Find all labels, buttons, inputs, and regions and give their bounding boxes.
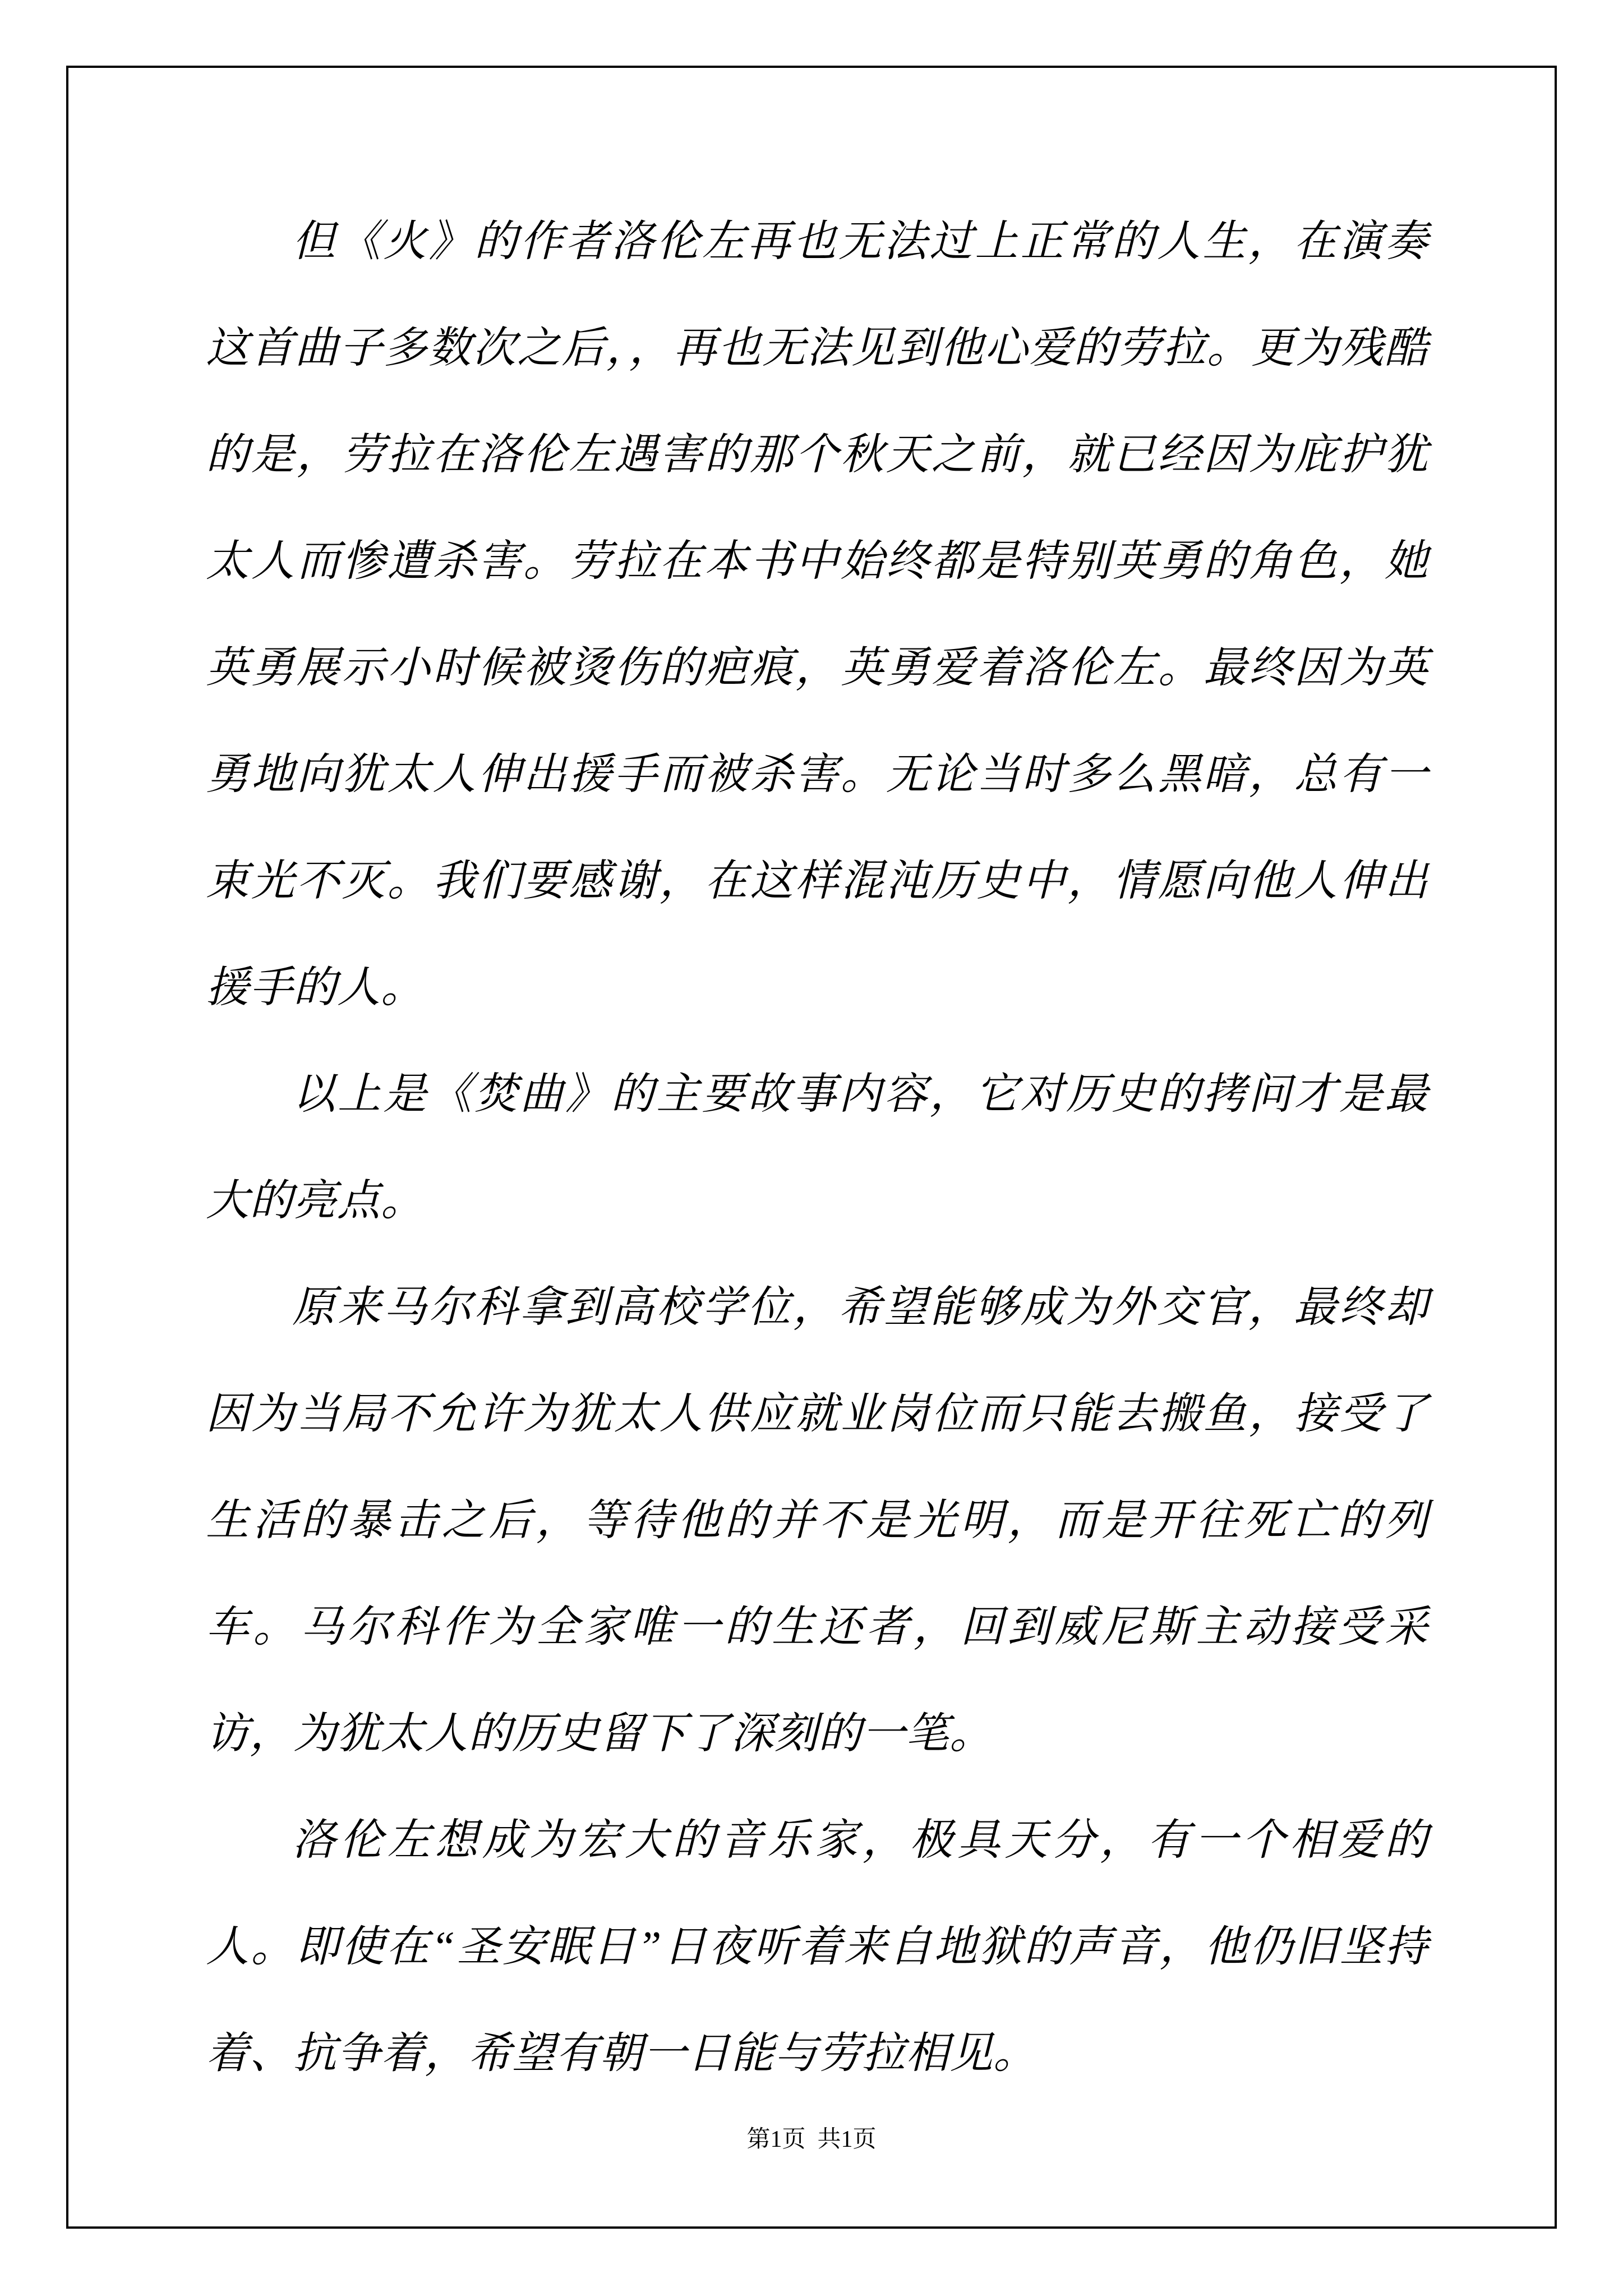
paragraph-4: 洛伦左想成为宏大的音乐家，极具天分，有一个相爱的人。即使在“圣安眠日”日夜听着来自地狱的声音，他仍旧坚持着、抗争着，希望有朝一日能与劳拉相见。	[206, 1816, 1428, 2077]
document-body	[206, 188, 1428, 2106]
paragraph-2: 以上是《焚曲》的主要故事内容，它对历史的拷问才是最大的亮点。	[206, 1070, 1428, 1225]
paragraph-3: 原来马尔科拿到高校学位，希望能够成为外交官，最终却因为当局不允许为犹太人供应就业岗位而只能去搬鱼，接受了生活的暴击之后，等待他的并不是光明，而是开往死亡的列车。马尔科作为全家唯一的生还者，回到威尼斯主动接受采访，为犹太人的历史留下了深刻的一笔。	[206, 1283, 1428, 1757]
paragraph-1: 但《火》的作者洛伦左再也无法过上正常的人生，在演奏这首曲子多数次之后，，再也无法见到他心爱的劳拉。更为残酷的是，劳拉在洛伦左遇害的那个秋天之前，就已经因为庇护犹太人而惨遭杀害。劳拉在本书中始终都是特别英勇的角色，她英勇展示小时候被烫伤的疤痕，英勇爱着洛伦左。最终因为英勇地向犹太人伸出援手而被杀害。无论当时多么黑暗，总有一束光不灭。我们要感谢，在这样混沌历史中，情愿向他人伸出援手的人。	[206, 217, 1428, 1011]
page-footer: 第1页 共1页	[746, 2127, 877, 2152]
